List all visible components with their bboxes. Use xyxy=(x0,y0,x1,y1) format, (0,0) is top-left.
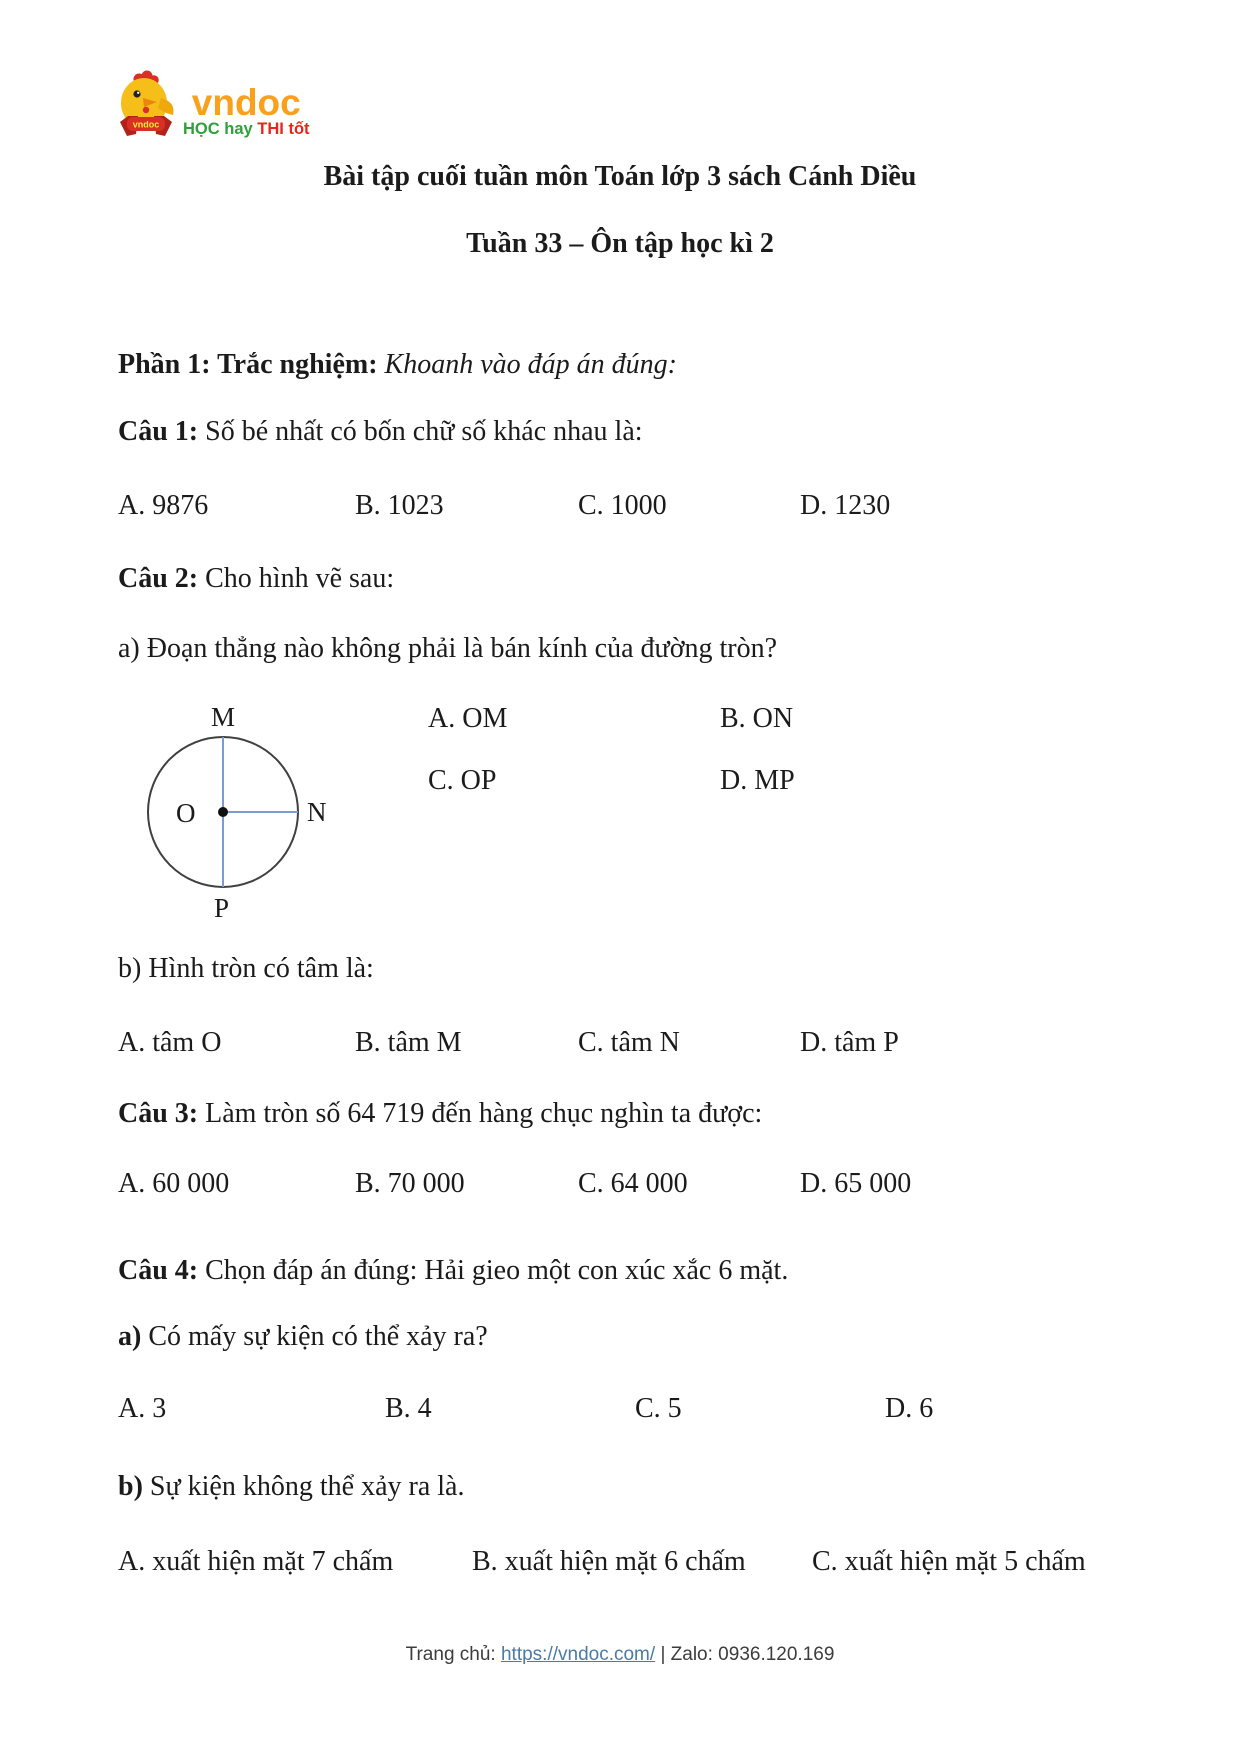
q4-part-a-text: Có mấy sự kiện có thể xảy ra? xyxy=(148,1321,488,1352)
q4a-option-c: C. 5 xyxy=(635,1393,682,1424)
q2b-option-c: C. tâm N xyxy=(578,1027,680,1058)
q4-part-a-label: a) xyxy=(118,1321,142,1352)
q2b-option-b: B. tâm M xyxy=(355,1027,462,1058)
q3-question xyxy=(118,1098,762,1130)
q4-label: Câu 4: xyxy=(118,1255,199,1286)
point-label-o: O xyxy=(176,798,196,828)
section1-heading-italic: Khoanh vào đáp án đúng: xyxy=(384,349,677,380)
q4b-option-b: B. xuất hiện mặt 6 chấm xyxy=(472,1546,746,1577)
q2a-option-c: C. OP xyxy=(428,765,497,796)
logo-tagline-red: THI tốt xyxy=(257,120,310,138)
q4-part-a xyxy=(118,1321,488,1353)
q2a-option-a: A. OM xyxy=(428,703,508,734)
q4-question xyxy=(118,1255,788,1287)
q4-part-b-label: b) xyxy=(118,1471,143,1502)
q3-option-b: B. 70 000 xyxy=(355,1168,465,1199)
section1-heading xyxy=(118,349,677,381)
q4b-option-c: C. xuất hiện mặt 5 chấm xyxy=(812,1546,1086,1577)
q1-option-a: A. 9876 xyxy=(118,490,209,521)
logo-brand-text: vndoc xyxy=(191,82,301,123)
q3-option-d: D. 65 000 xyxy=(800,1168,912,1199)
q3-label: Câu 3: xyxy=(118,1098,199,1129)
logo-banner-text: vndoc xyxy=(132,119,160,130)
doc-title: Bài tập cuối tuần môn Toán lớp 3 sách Cánh Diều xyxy=(323,161,917,192)
homepage-link[interactable]: https://vndoc.com/ xyxy=(500,1644,656,1665)
q3-option-c: C. 64 000 xyxy=(578,1168,688,1199)
q4a-option-b: B. 4 xyxy=(385,1393,432,1424)
q2-part-b: b) Hình tròn có tâm là: xyxy=(118,953,374,984)
vndoc-logo xyxy=(114,70,310,140)
q1-label: Câu 1: xyxy=(118,416,199,447)
q3-option-a: A. 60 000 xyxy=(118,1168,230,1199)
center-dot xyxy=(218,807,228,817)
q4-part-b xyxy=(118,1471,464,1503)
point-label-p: P xyxy=(214,893,230,923)
section1-heading-bold: Phần 1: Trắc nghiệm: xyxy=(118,349,378,380)
q2a-option-b: B. ON xyxy=(720,703,794,734)
q4b-option-a: A. xuất hiện mặt 7 chấm xyxy=(118,1546,394,1577)
q3-text: Làm tròn số 64 719 đến hàng chục nghìn ta được: xyxy=(205,1098,763,1129)
q4a-option-d: D. 6 xyxy=(885,1393,934,1424)
logo-tagline xyxy=(183,120,310,138)
circle-diagram xyxy=(126,686,341,926)
point-label-m: M xyxy=(210,702,236,732)
q2a-option-d: D. MP xyxy=(720,765,795,796)
q1-question xyxy=(118,416,643,448)
q1-option-d: D. 1230 xyxy=(800,490,891,521)
q2-label: Câu 2: xyxy=(118,563,199,594)
q2-part-a: a) Đoạn thẳng nào không phải là bán kính của đường tròn? xyxy=(118,633,778,664)
q4a-option-a: A. 3 xyxy=(118,1393,167,1424)
q2b-option-a: A. tâm O xyxy=(118,1027,222,1058)
q1-option-b: B. 1023 xyxy=(355,490,444,521)
vndoc-mascot-icon xyxy=(114,70,178,140)
doc-subtitle: Tuần 33 – Ôn tập học kì 2 xyxy=(466,228,774,259)
footer-zalo-text: | Zalo: 0936.120.169 xyxy=(660,1644,835,1665)
q2b-option-d: D. tâm P xyxy=(800,1027,899,1058)
point-label-n: N xyxy=(307,797,327,827)
q4-part-b-text: Sự kiện không thể xảy ra là. xyxy=(149,1471,465,1502)
logo-tagline-green: HỌC hay xyxy=(183,120,253,138)
q2-text: Cho hình vẽ sau: xyxy=(205,563,395,594)
q2-question xyxy=(118,563,394,595)
footer-prefix: Trang chủ: xyxy=(405,1644,496,1665)
q1-option-c: C. 1000 xyxy=(578,490,667,521)
footer xyxy=(0,1644,1240,1666)
q4-text: Chọn đáp án đúng: Hải gieo một con xúc xắc 6 mặt. xyxy=(205,1255,789,1286)
q1-text: Số bé nhất có bốn chữ số khác nhau là: xyxy=(205,416,643,447)
